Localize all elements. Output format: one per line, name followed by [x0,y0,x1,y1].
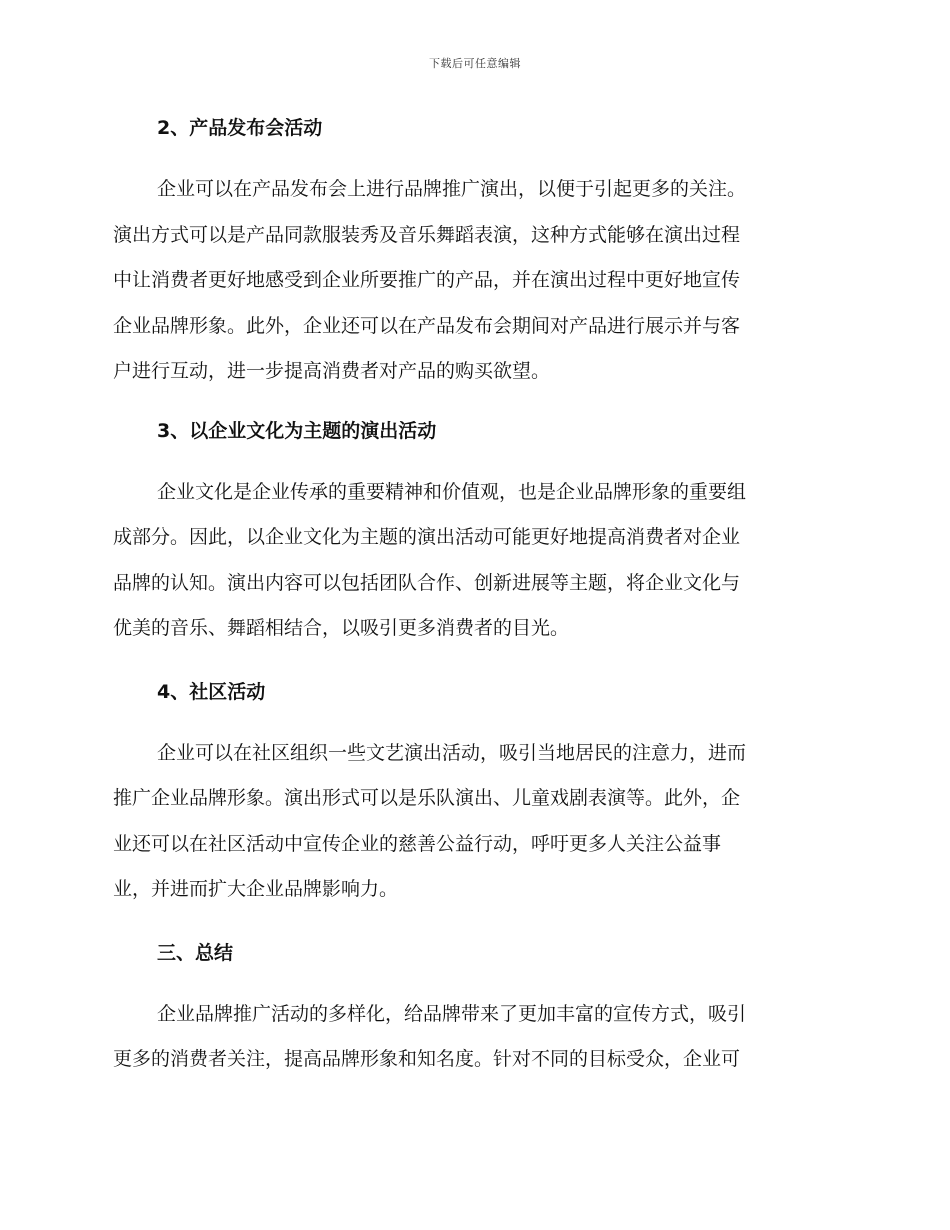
paragraph-line: 企业可以在社区组织一些文艺演出活动，吸引当地居民的注意力，进而 [157,741,747,764]
paragraph-line: 业还可以在社区活动中宣传企业的慈善公益行动，呼吁更多人关注公益事 [113,832,722,855]
paragraph-line: 企业品牌推广活动的多样化，给品牌带来了更加丰富的宣传方式，吸引 [157,1002,747,1025]
section-summary [113,935,833,1083]
paragraph-line: 企业文化是企业传承的重要精神和价值观，也是企业品牌形象的重要组 [157,480,747,503]
section-paragraph [113,992,833,1083]
section-community [113,674,833,913]
section-product-launch [113,110,833,395]
paragraph-line: 业，并进而扩大企业品牌影响力。 [113,878,399,900]
section-paragraph [113,167,833,395]
document-body [113,110,833,1083]
paragraph-line: 推广企业品牌形象。演出形式可以是乐队演出、儿童戏剧表演等。此外，企 [113,787,741,809]
paragraph-line: 企业可以在产品发布会上进行品牌推广演出，以便于引起更多的关注。 [157,178,747,200]
paragraph-line: 演出方式可以是产品同款服装秀及音乐舞蹈表演，这种方式能够在演出过程 [113,223,741,246]
page-header: 下载后可任意编辑 [429,57,521,70]
section-heading: 4、社区活动 [157,680,266,703]
paragraph-line: 成部分。因此，以企业文化为主题的演出活动可能更好地提高消费者对企业 [113,526,741,548]
section-heading: 2、产品发布会活动 [157,117,323,139]
section-corporate-culture [113,413,833,652]
paragraph-line: 中让消费者更好地感受到企业所要推广的产品，并在演出过程中更好地宣传 [113,269,741,291]
section-paragraph [113,731,833,913]
paragraph-line: 更多的消费者关注，提高品牌形象和知名度。针对不同的目标受众，企业可 [113,1048,741,1070]
paragraph-line: 品牌的认知。演出内容可以包括团队合作、创新进展等主题，将企业文化与 [113,571,741,594]
section-heading: 三、总结 [157,941,234,964]
paragraph-line: 户进行互动，进一步提高消费者对产品的购买欲望。 [113,360,551,382]
paragraph-line: 优美的音乐、舞蹈相结合，以吸引更多消费者的目光。 [113,617,570,639]
section-paragraph [113,470,833,652]
paragraph-line: 企业品牌形象。此外，企业还可以在产品发布会期间对产品进行展示并与客 [113,314,741,337]
section-heading: 3、以企业文化为主题的演出活动 [157,419,437,442]
